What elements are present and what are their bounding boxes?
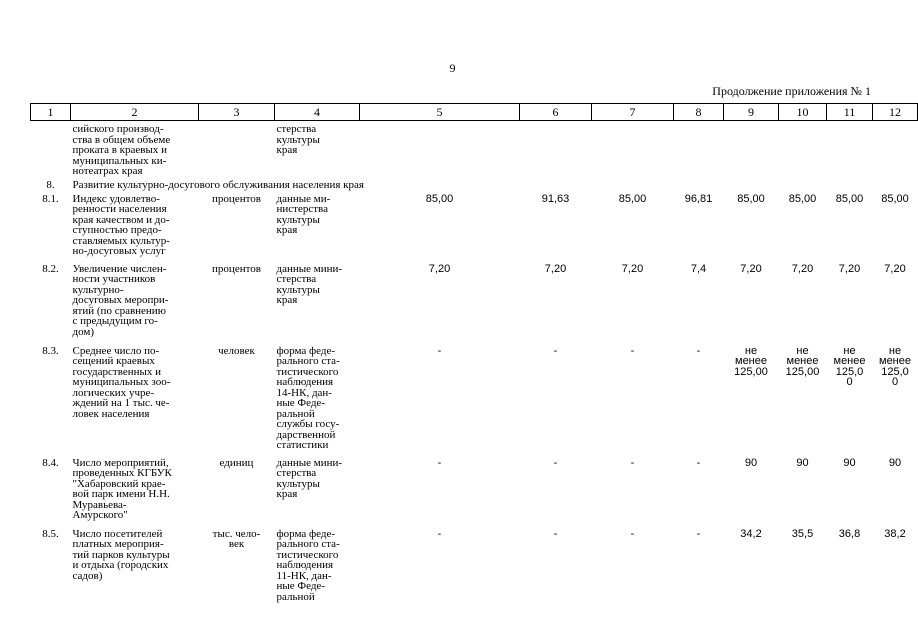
value-cell: - [696,344,701,357]
value-cell: не менее 125,0 0 [833,344,866,388]
page-number: 9 [449,61,456,75]
value-cell: 7,20 [544,262,567,275]
value-cell: 36,8 [838,527,861,540]
indicator-name: Среднее число по- сещений краевых государственных и муниципальных зоо- логических учре- ждений на 1 тыс. че- ловек населения [72,344,171,420]
value-cell: - [630,456,635,469]
value-cell: - [553,344,558,357]
column-header: 12 [873,104,918,121]
unit: процентов [212,192,261,205]
column-header: 6 [520,104,592,121]
unit: процентов [212,262,261,275]
value-cell: 7,4 [690,262,707,275]
section-title: Развитие культурно-досугового обслуживания населения края [72,178,364,191]
table-row [31,264,918,346]
value-cell: 96,81 [684,192,713,205]
value-cell: - [630,527,635,540]
value-cell: - [553,456,558,469]
value-cell: - [696,456,701,469]
value-cell: 7,20 [740,262,762,275]
unit: единиц [219,456,254,469]
column-header: 10 [779,104,827,121]
value-cell: 34,2 [740,527,762,540]
value-cell: - [437,456,442,469]
value-cell: 90 [888,456,902,469]
indicator-name: Число посетителей платных мероприя- тий парков культуры и отдыха (городских садов) [72,527,170,582]
row-index: 8.3. [42,344,59,357]
value-cell: 91,63 [541,192,570,205]
value-cell: 85,00 [881,192,909,205]
value-cell: 7,20 [621,262,644,275]
value-cell: - [630,344,635,357]
continuation-label: Продолжение приложения № 1 [712,84,871,98]
indicator-name: сийского производ- ства в общем объеме проката в краевых и муниципальных ки- нотеатрах края [72,123,171,177]
table-row [31,458,918,529]
value-cell: 90 [796,456,809,469]
column-header: 8 [674,104,724,121]
data-source: форма феде- рального ста- тистического наблюдения 14-НК, дан- ные Феде- ральной службы госу- дарственной статистики [276,344,340,451]
indicators-table [30,103,918,609]
column-header: 11 [827,104,873,121]
value-cell: 85,00 [835,192,864,205]
unit: человек [218,344,255,357]
value-cell: не менее 125,00 [785,344,820,378]
table-row [31,346,918,458]
column-header: 5 [360,104,520,121]
column-header: 1 [31,104,71,121]
column-header: 9 [724,104,779,121]
value-cell: не менее 125,00 [734,344,768,378]
table-row [31,529,918,609]
header-row [31,104,918,121]
row-index: 8.1. [42,192,59,205]
unit: тыс. чело- век [212,527,261,550]
value-cell: 85,00 [788,192,817,205]
value-cell: 85,00 [618,192,647,205]
indicator-name: Число мероприятий, проведенных КГБУК "Хабаровский крае- вой парк имени Н.Н. Муравьева- Амурского" [72,456,172,521]
row-index: 8.2. [42,262,59,275]
data-source: данные мини- стерства культуры края [276,456,343,500]
value-cell: 35,5 [791,527,814,540]
value-cell: 7,20 [884,262,906,275]
indicator-name: Увеличение числен- ности участников культурно- досуговых меропри- ятий (по сравнению с предыдущим го- дом) [72,262,169,338]
value-cell: 90 [843,456,856,469]
value-cell: 90 [744,456,758,469]
value-cell: - [696,527,701,540]
data-source: данные ми- нистерства культуры края [276,192,331,236]
section-row [31,177,918,194]
value-cell: 85,00 [425,192,454,205]
row-index: 8.4. [42,456,59,469]
value-cell: 38,2 [884,527,906,540]
value-cell: 7,20 [838,262,861,275]
value-cell: 85,00 [737,192,765,205]
data-source: стерства культуры края [276,123,320,156]
value-cell: - [437,344,442,357]
value-cell: не менее 125,0 0 [879,344,911,388]
value-cell: - [553,527,558,540]
carry-over-row [31,121,918,177]
column-header: 3 [199,104,275,121]
data-source: данные мини- стерства культуры края [276,262,343,306]
value-cell: - [437,527,442,540]
column-header: 7 [592,104,674,121]
section-index: 8. [46,178,55,191]
column-header: 2 [71,104,199,121]
column-header: 4 [275,104,360,121]
value-cell: 7,20 [791,262,814,275]
indicator-name: Индекс удовлетво- ренности населения края качеством и до- ступностью предо- ставляемых культур- но-досуговых услуг [72,192,170,257]
value-cell: 7,20 [428,262,451,275]
row-index: 8.5. [42,527,59,540]
table-row [31,194,918,264]
data-source: форма феде- рального ста- тистического наблюдения 11-НК, дан- ные Феде- ральной [276,527,340,603]
